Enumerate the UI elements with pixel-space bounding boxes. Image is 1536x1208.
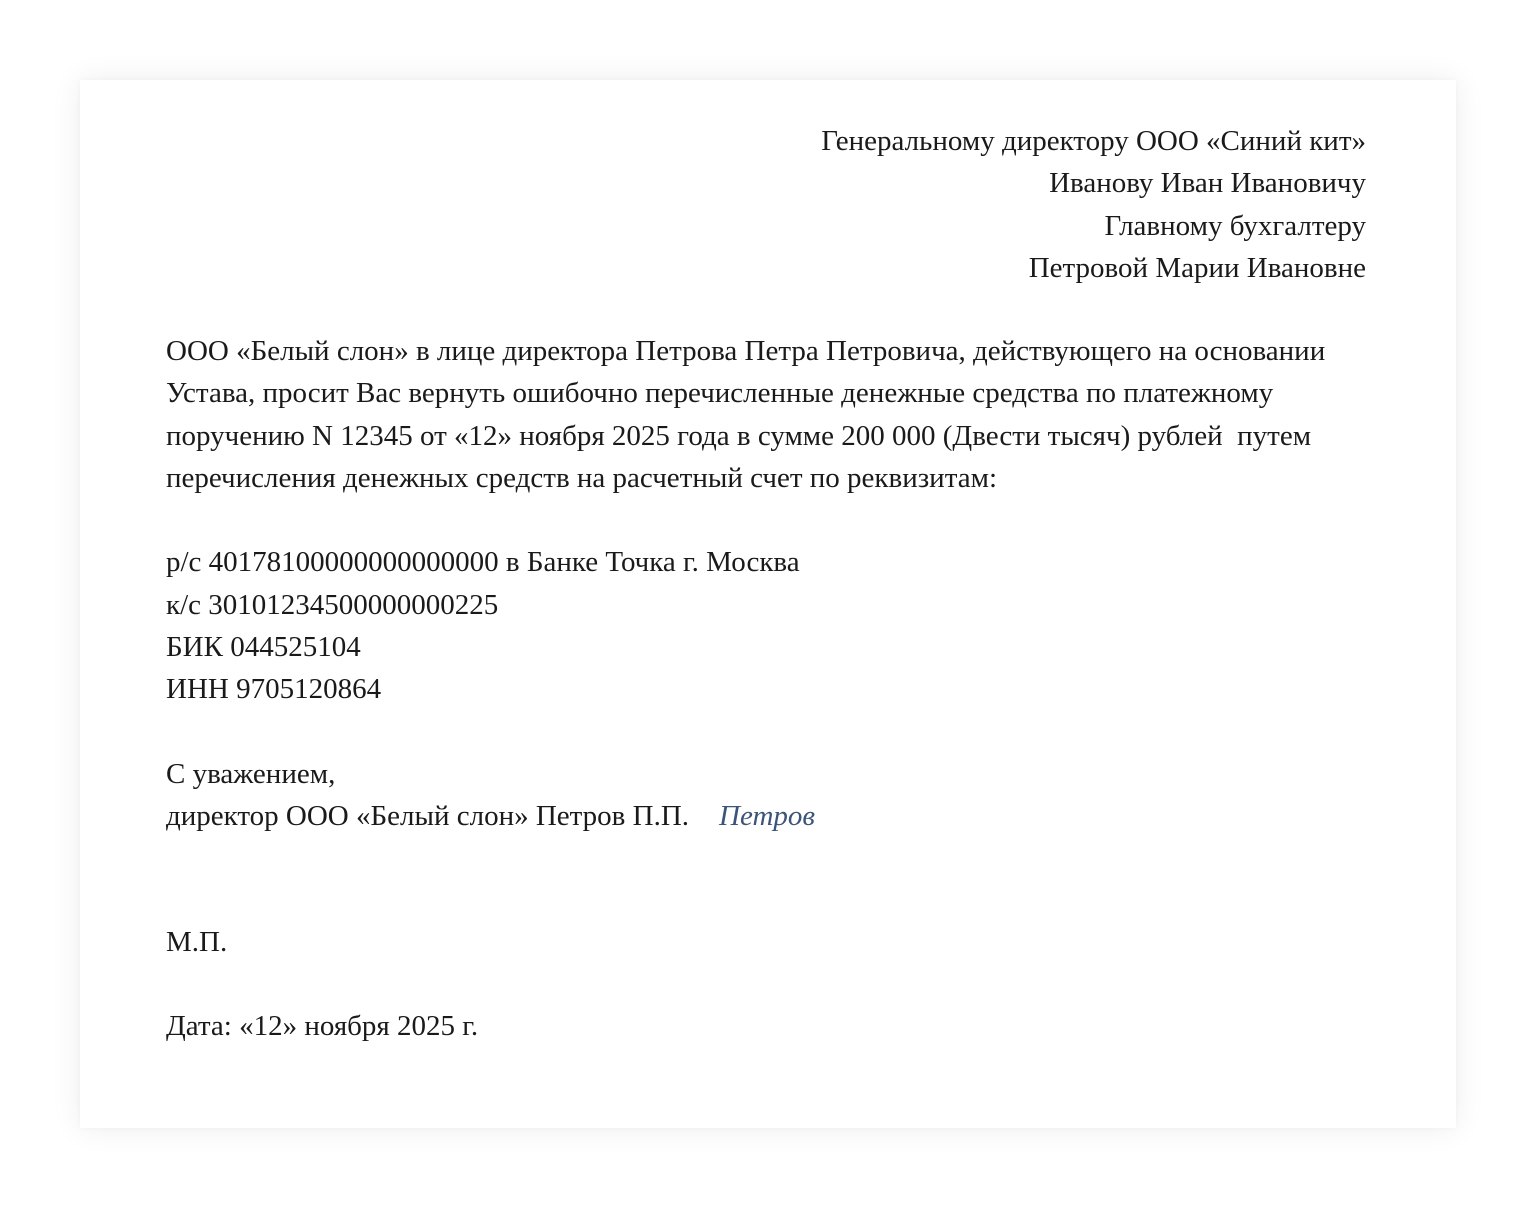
addressee-line-4: Петровой Марии Ивановне [1028,251,1366,284]
addressee-block [166,120,1366,289]
regards-line: С уважением, [166,757,336,790]
signer-name: директор ООО «Белый слон» Петров П.П. [166,799,690,832]
document-page [80,80,1456,1128]
settlement-account: р/с 40178100000000000000 в Банке Точка г. Москва [166,546,800,579]
stamp-placeholder: М.П. [166,926,228,959]
addressee-line-2: Иванову Иван Ивановичу [1049,167,1366,200]
handwritten-signature: Петров [719,799,815,832]
bank-requisites [166,541,1366,710]
addressee-line-1: Генеральному директору ООО «Синий кит» [821,125,1366,157]
bik-code: БИК 044525104 [166,630,361,663]
correspondent-account: к/с 30101234500000000225 [166,588,499,621]
request-paragraph: ООО «Белый слон» в лице директора Петрова Петра Петровича, действующего на основании Устава, просит Вас вернуть ошибочно перечисленные денежные средства по платежному поручению N 12345 от «12» ноября 2025 года в сумме 200 000 (Двести тысяч) рублей путем перечисления денежных средств на расчетный счет по реквизитам: [166,335,1333,495]
inn-code: ИНН 9705120864 [166,673,382,706]
document-date: Дата: «12» ноября 2025 г. [166,1010,479,1043]
document-content [166,120,1366,1048]
closing-block [166,753,1366,838]
signer-line [166,795,1366,837]
addressee-line-3: Главному бухгалтеру [1104,209,1366,242]
